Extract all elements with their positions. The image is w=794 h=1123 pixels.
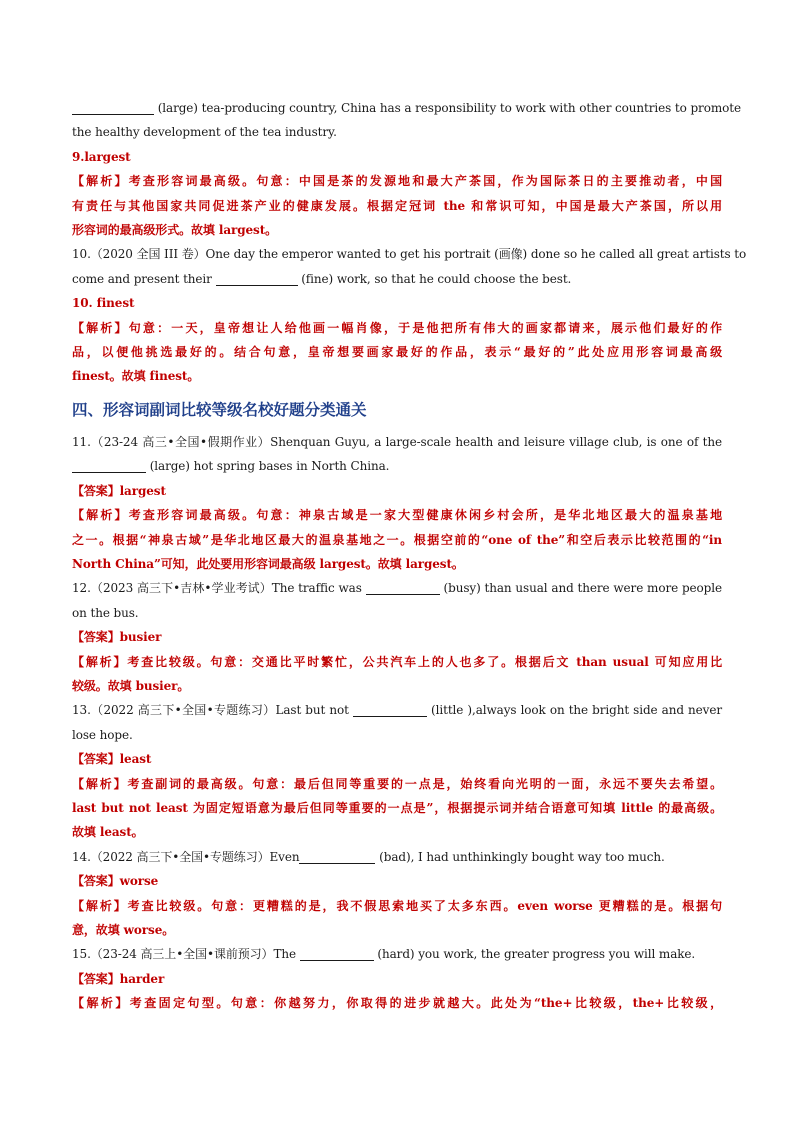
- text-run: 之一。根据“神泉古域”是华北地区最大的温泉基地之一。根据空前的“one of the”和空后表示比较范围的“in: [72, 532, 722, 547]
- section-heading: [72, 399, 722, 421]
- text-run: (hard) you work, the greater progress you will make.: [373, 947, 696, 962]
- question-line: [72, 454, 722, 478]
- answer-line: [72, 869, 722, 893]
- answer-line: [72, 625, 722, 649]
- question-line: [72, 120, 722, 144]
- text-run: 【解析】考查副词的最高级。句意：最后但同等重要的一点是，始终看向光明的一面，永远不要失去希望。: [72, 776, 722, 791]
- question-line: [72, 96, 741, 120]
- text-run: 【解析】句意：一天，皇帝想让人给他画一幅肖像，于是他把所有伟大的画家都请来，展示他们最好的作: [72, 320, 722, 335]
- question-line: [72, 430, 722, 454]
- answer-line: [72, 503, 722, 527]
- answer-blank: [72, 101, 154, 115]
- text-run: 四、形容词副词比较等级名校好题分类通关: [72, 400, 367, 419]
- question-line: [72, 698, 722, 722]
- text-run: (little ),always look on the bright side and never: [426, 703, 722, 718]
- answer-line: [72, 316, 722, 340]
- text-run: (large) hot spring bases in North China.: [146, 459, 390, 474]
- answer-line: [72, 820, 722, 844]
- text-run: (large) tea-producing country, China has a responsibility to work with other countries to promote: [154, 101, 741, 115]
- text-run: 形容词的最高级形式。故填 largest。: [72, 223, 278, 238]
- answer-line: [72, 796, 722, 820]
- answer-line: [72, 364, 722, 388]
- answer-line: [72, 552, 722, 576]
- text-run: 【答案】busier: [72, 630, 162, 645]
- text-run: finest。故填 finest。: [72, 369, 200, 384]
- text-run: 【解析】考查形容词最高级。句意：中国是茶的发源地和最大产茶国，作为国际茶日的主要推动者，中国: [72, 174, 722, 189]
- answer-line: [72, 194, 722, 218]
- text-run: 【解析】考查形容词最高级。句意：神泉古域是一家大型健康休闲乡村会所，是华北地区最大的温泉基地: [72, 508, 722, 523]
- question-line: [72, 576, 722, 600]
- text-run: 【解析】考查固定句型。句意：你越努力，你取得的进步就越大。此处为“the+比较级，the+比较级，: [72, 996, 722, 1011]
- answer-line: [72, 674, 722, 698]
- question-line: [72, 242, 747, 266]
- question-line: [72, 601, 722, 625]
- answer-line: [72, 169, 722, 193]
- text-run: 12.（2023 高三下•吉林•学业考试）The traffic was: [72, 581, 366, 596]
- answer-blank: [366, 581, 440, 595]
- text-run: 【解析】考查比较级。句意：更糟糕的是，我不假思索地买了太多东西。even worse 更糟糕的是。根据句: [72, 898, 722, 913]
- answer-line: [72, 747, 722, 771]
- text-run: on the bus.: [72, 605, 139, 620]
- text-run: 故填 least。: [72, 825, 144, 840]
- answer-line: [72, 145, 722, 169]
- text-run: last but not least 为固定短语意为最后但同等重要的一点是”，根据提示词并结合语意可知填 little 的最高级。: [72, 800, 722, 815]
- answer-blank: [353, 703, 427, 717]
- answer-line: [72, 991, 722, 1015]
- text-run: 【答案】largest: [72, 483, 166, 498]
- text-run: lose hope.: [72, 727, 133, 742]
- answer-line: [72, 918, 722, 942]
- text-run: (fine) work, so that he could choose the best.: [297, 271, 572, 286]
- answer-blank: [216, 272, 298, 286]
- answer-line: [72, 967, 722, 991]
- text-run: 有责任与其他国家共同促进茶产业的健康发展。根据定冠词 the 和常识可知，中国是最大产茶国，所以用: [72, 198, 722, 213]
- question-line: [72, 723, 722, 747]
- text-run: 【答案】worse: [72, 874, 159, 889]
- question-line: [72, 942, 722, 966]
- answer-line: [72, 479, 722, 503]
- text-run: the healthy development of the tea industry.: [72, 125, 337, 140]
- text-run: come and present their: [72, 271, 216, 286]
- answer-line: [72, 650, 722, 674]
- answer-line: [72, 291, 722, 315]
- document-page: [72, 96, 747, 1016]
- question-line: [72, 845, 722, 869]
- answer-blank: [72, 459, 146, 473]
- text-run: 【答案】least: [72, 752, 152, 767]
- text-run: 11.（23-24 高三•全国•假期作业）Shenquan Guyu, a large-scale health and leisure village club, is one of the: [72, 434, 722, 449]
- answer-line: [72, 528, 722, 552]
- text-run: 14.（2022 高三下•全国•专题练习）Even: [72, 849, 300, 864]
- answer-line: [72, 772, 722, 796]
- text-run: 较级。故填 busier。: [72, 678, 190, 693]
- question-line: [72, 267, 722, 291]
- text-run: 【答案】harder: [72, 971, 165, 986]
- answer-line: [72, 340, 722, 364]
- text-run: 15.（23-24 高三上•全国•课前预习）The: [72, 947, 300, 962]
- answer-line: [72, 894, 722, 918]
- text-run: 意，故填 worse。: [72, 923, 175, 937]
- text-run: North China”可知，此处要用形容词最高级 largest。故填 largest。: [72, 556, 464, 571]
- text-run: 9.largest: [72, 149, 131, 164]
- text-run: 品，以便他挑选最好的。结合句意，皇帝想要画家最好的作品，表示“最好的”此处应用形容词最高级: [72, 345, 722, 360]
- text-run: 10.（2020 全国 III 卷）One day the emperor wanted to get his portrait (画像) done so he called all great artists to: [72, 247, 747, 262]
- answer-blank: [299, 850, 375, 864]
- answer-line: [72, 218, 722, 242]
- text-run: 10. finest: [72, 296, 135, 311]
- text-run: 13.（2022 高三下•全国•专题练习）Last but not: [72, 703, 353, 718]
- text-run: 【解析】考查比较级。句意：交通比平时繁忙，公共汽车上的人也多了。根据后文 than usual 可知应用比: [72, 654, 722, 669]
- answer-blank: [300, 947, 374, 961]
- text-run: (bad), I had unthinkingly bought way too much.: [375, 849, 665, 864]
- text-run: (busy) than usual and there were more people: [439, 581, 722, 596]
